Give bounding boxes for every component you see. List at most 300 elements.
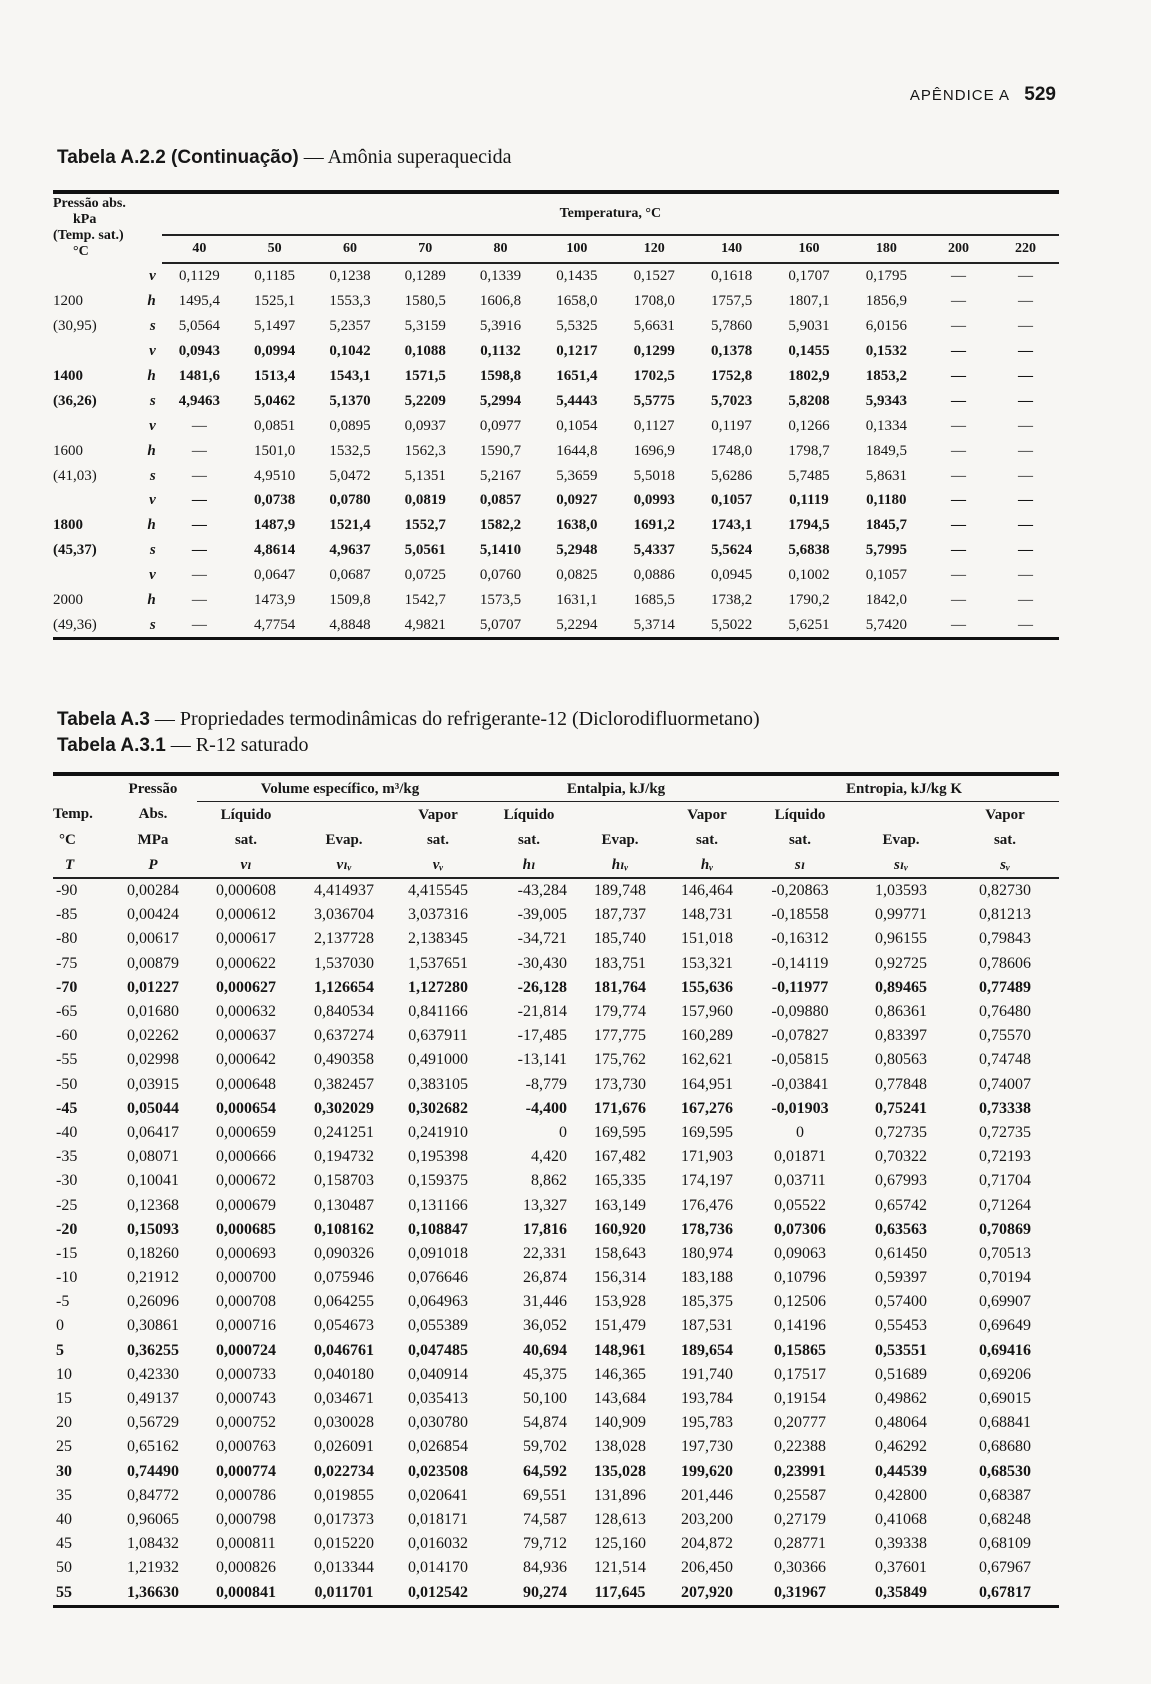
table-cell: 0,1132: [480, 343, 521, 360]
table-cell: 0,70322: [875, 1148, 927, 1166]
group-label-cell: [53, 413, 126, 438]
table-cell: 1,537030: [314, 954, 374, 972]
table-cell: 5,2294: [556, 616, 598, 633]
temperature-100: 100: [538, 235, 615, 263]
table-cell: 199,620: [681, 1462, 733, 1480]
table-cell: 158,643: [594, 1244, 646, 1262]
vol-vapor-sat: sat.: [426, 831, 450, 848]
table-cell: 0,36255: [127, 1341, 179, 1359]
table-cell: 0,000622: [216, 954, 276, 972]
table-cell: -26,128: [517, 978, 567, 996]
table-cell: 1532,5: [329, 442, 371, 459]
table-cell: 5,0564: [178, 318, 220, 335]
temperature-180: 180: [848, 235, 925, 263]
table-cell: 0,014170: [408, 1559, 468, 1577]
table-cell: 156,314: [594, 1269, 646, 1287]
table-cell: 151,479: [594, 1317, 646, 1335]
table-row: [53, 612, 1059, 638]
table-cell: 162,621: [681, 1051, 733, 1069]
table-cell: 0,000786: [216, 1486, 276, 1504]
table-cell: -0,09880: [771, 1003, 829, 1021]
table-cell: 0,000654: [216, 1099, 276, 1117]
table-cell: 0,000763: [216, 1438, 276, 1456]
table-cell: 0,840534: [314, 1003, 374, 1021]
table-cell: 125,160: [594, 1535, 646, 1553]
table-cell: 0,69416: [979, 1341, 1031, 1359]
table-cell: 1638,0: [556, 517, 598, 534]
entr-liquid-sat: sat.: [788, 831, 812, 848]
table-cell: 0,000642: [216, 1051, 276, 1069]
table-cell: 176,476: [681, 1196, 733, 1214]
table-cell: 185,740: [594, 930, 646, 948]
temperature-cell: 25: [56, 1438, 72, 1456]
group-label-cell: [53, 263, 126, 289]
table-cell: 54,874: [523, 1414, 567, 1432]
temperature-cell: 15: [56, 1390, 72, 1408]
table-cell: 0: [796, 1123, 804, 1141]
property-symbol: s: [149, 392, 156, 409]
temperature-row: [53, 235, 1059, 263]
table-cell: 0,68680: [979, 1438, 1031, 1456]
property-symbol: h: [147, 293, 156, 310]
tsat-unit: °C: [73, 244, 89, 259]
table-cell: 0,27179: [774, 1510, 826, 1528]
table-cell: 0,0994: [254, 343, 296, 360]
table-cell: 0,0993: [633, 492, 675, 509]
temperature-220: 220: [992, 235, 1059, 263]
table-cell: 0,000716: [216, 1317, 276, 1335]
table-cell: 5,8631: [865, 467, 907, 484]
table-cell: 0,035413: [408, 1390, 468, 1408]
vol-liquid-label: Líquido: [220, 806, 272, 823]
table-cell: 0,030780: [408, 1414, 468, 1432]
table-cell: 1521,4: [329, 517, 371, 534]
table-cell: 0,72735: [979, 1123, 1031, 1141]
table-cell: 0,131166: [408, 1196, 468, 1214]
table-cell: 1487,9: [254, 517, 296, 534]
table-cell: 0,018171: [408, 1510, 468, 1528]
table-cell: 0,040180: [314, 1365, 374, 1383]
entropy-group-header: Entropia, kJ/kg K: [749, 774, 1059, 802]
table-cell: 183,188: [681, 1269, 733, 1287]
table-cell: 0,000617: [216, 930, 276, 948]
table-cell: 0,75241: [875, 1099, 927, 1117]
property-symbol: h: [147, 592, 156, 609]
table-cell: 0,84772: [127, 1486, 179, 1504]
table-cell: -4,400: [525, 1099, 567, 1117]
table-cell: 0,0977: [479, 417, 522, 434]
table-cell: 1790,2: [788, 592, 830, 609]
table-cell: 1644,8: [556, 442, 598, 459]
table-cell: 0,1054: [556, 417, 598, 434]
table-cell: 5,5018: [633, 467, 675, 484]
table-cell: 36,052: [523, 1317, 567, 1335]
pressure-col-label: Pressão: [128, 780, 178, 797]
table-cell: —: [191, 542, 207, 559]
table-cell: 0,383105: [408, 1075, 468, 1093]
table-row: [53, 878, 1059, 903]
table-cell: 0,10041: [127, 1172, 179, 1190]
table-cell: 0,69015: [979, 1390, 1031, 1408]
entr-vapor-sat: sat.: [993, 831, 1017, 848]
table-cell: 5,8208: [788, 392, 830, 409]
table-cell: 1,21932: [127, 1559, 179, 1577]
temperature-cell: -25: [56, 1196, 78, 1214]
table-cell: 179,774: [594, 1003, 646, 1021]
pressure-symbol: P: [109, 852, 197, 878]
table-cell: 5,4337: [633, 542, 675, 559]
table2-title: — Propriedades termodinâmicas do refrigerante-12 (Diclorodifluormetano): [154, 708, 760, 730]
table-cell: 0,42330: [127, 1365, 179, 1383]
table-cell: 0,1057: [865, 567, 907, 584]
table1-title: — Amônia superaquecida: [303, 146, 512, 168]
table-cell: 0,017373: [314, 1510, 374, 1528]
temperature-160: 160: [770, 235, 847, 263]
ammonia-superheated-table: [53, 190, 1059, 640]
symbol-hlv: hₗᵥ: [575, 852, 665, 878]
table-cell: 0,68387: [979, 1486, 1031, 1504]
table-cell: 204,872: [681, 1535, 733, 1553]
table-cell: 6,0156: [865, 318, 907, 335]
table-cell: 1849,5: [865, 442, 907, 459]
enthalpy-group-header: Entalpia, kJ/kg: [483, 774, 749, 802]
vol-evap-label: Evap.: [325, 831, 363, 848]
table-cell: 5,0472: [329, 467, 371, 484]
temperature-60: 60: [312, 235, 387, 263]
table-cell: —: [1017, 368, 1033, 384]
symbol-vv: vᵥ: [393, 852, 483, 878]
temperature-cell: -55: [56, 1051, 78, 1069]
table-cell: 0,81213: [979, 906, 1031, 924]
table-cell: —: [950, 592, 966, 609]
table-cell: 0,1618: [710, 268, 753, 285]
table-cell: 4,8614: [254, 542, 296, 559]
table-row: [53, 463, 1059, 488]
table-cell: 0,0895: [329, 417, 371, 434]
table-cell: 1708,0: [633, 293, 675, 310]
table-cell: —: [1017, 293, 1033, 310]
table-cell: 1743,1: [710, 517, 753, 534]
table-cell: 0,0647: [254, 567, 296, 584]
pressure-value: 1600: [53, 442, 83, 459]
table-cell: 0,53551: [875, 1341, 927, 1359]
pressure-unit-label: MPa: [137, 831, 169, 848]
table-cell: 1,127280: [408, 978, 468, 996]
temperature-cell: -30: [56, 1172, 78, 1190]
table-cell: 0,89465: [875, 978, 927, 996]
table-row: [53, 1532, 1059, 1556]
table-cell: -0,07827: [771, 1027, 829, 1045]
table-cell: 0,0687: [329, 567, 371, 584]
table-cell: —: [950, 542, 966, 559]
table-cell: 0,000666: [216, 1148, 276, 1166]
volume-group-header: Volume específico, m³/kg: [197, 774, 483, 802]
table-cell: 1748,0: [710, 442, 753, 459]
table-cell: 0,000648: [216, 1075, 276, 1093]
table-cell: 4,9510: [254, 467, 296, 484]
table-cell: —: [191, 467, 207, 484]
table-cell: 1,08432: [127, 1535, 179, 1553]
vol-vapor-label: Vapor: [418, 806, 458, 823]
table-cell: 0,130487: [314, 1196, 374, 1214]
table-cell: 0,0886: [633, 567, 675, 584]
property-symbol: v: [149, 567, 156, 584]
table-cell: 0,090326: [314, 1244, 374, 1262]
table-cell: 135,028: [594, 1462, 646, 1480]
table-row: [53, 339, 1059, 364]
table-row: [53, 1000, 1059, 1024]
table-row: [53, 1339, 1059, 1363]
table-cell: 0,000798: [216, 1510, 276, 1528]
table-cell: 201,446: [681, 1486, 733, 1504]
table-row: [53, 1290, 1059, 1314]
table-cell: 0,076646: [408, 1269, 468, 1287]
table-cell: 5,3916: [479, 318, 522, 335]
table-cell: 0,41068: [875, 1510, 927, 1528]
property-symbol: s: [149, 318, 156, 335]
table-row: [53, 364, 1059, 389]
table-cell: 164,951: [681, 1075, 733, 1093]
table-cell: 0,000811: [216, 1535, 276, 1553]
table-cell: 180,974: [681, 1244, 733, 1262]
table-cell: 157,960: [681, 1003, 733, 1021]
table-cell: 0,39338: [875, 1535, 927, 1553]
table-row: [53, 1556, 1059, 1580]
table-cell: 0,000612: [216, 906, 276, 924]
table-cell: 0,020641: [408, 1486, 468, 1504]
table-cell: 0,1289: [404, 268, 446, 285]
table-cell: 84,936: [523, 1559, 567, 1577]
table-cell: 5,2167: [479, 467, 522, 484]
table-cell: 5,9031: [788, 318, 830, 335]
table-cell: —: [191, 567, 207, 584]
table-cell: 0,000679: [216, 1196, 276, 1214]
pressure-abs-label: Abs.: [138, 806, 168, 823]
table-cell: 59,702: [523, 1438, 567, 1456]
table-cell: 0,28771: [774, 1535, 826, 1553]
symbol-slv: sₗᵥ: [851, 852, 951, 878]
table-cell: 1845,7: [865, 517, 907, 534]
table-cell: 0,02262: [127, 1027, 179, 1045]
table-cell: 160,289: [681, 1027, 733, 1045]
table-cell: 0,00284: [127, 882, 179, 900]
table-cell: 0,011701: [314, 1583, 374, 1601]
table-row: [53, 903, 1059, 927]
temperature-50: 50: [237, 235, 312, 263]
table-cell: 0,000659: [216, 1123, 276, 1141]
table-row: [53, 1435, 1059, 1459]
table-cell: 0,35849: [875, 1583, 927, 1601]
table-cell: 5,5325: [556, 318, 598, 335]
table-cell: 0,1057: [710, 492, 753, 509]
table-cell: 0,99771: [875, 906, 927, 924]
table-cell: 0,10796: [774, 1269, 826, 1287]
table-row: [53, 1580, 1059, 1606]
table-cell: 153,321: [681, 954, 733, 972]
table-cell: -0,16312: [771, 930, 829, 948]
table-cell: 0,56729: [127, 1414, 179, 1432]
table-cell: 5,3659: [556, 467, 598, 484]
table-row: [53, 1387, 1059, 1411]
table-cell: —: [1017, 417, 1033, 434]
table-cell: 0,68109: [979, 1535, 1031, 1553]
table-cell: 171,903: [681, 1148, 733, 1166]
table-cell: 0,0760: [479, 567, 522, 584]
table-row: [53, 1242, 1059, 1266]
entr-vapor-label: Vapor: [985, 806, 1025, 823]
table-cell: —: [950, 392, 966, 409]
table-cell: —: [191, 592, 207, 609]
table-cell: 0,07306: [774, 1220, 826, 1238]
table-cell: 0: [559, 1123, 567, 1141]
table-cell: 0,03711: [774, 1172, 826, 1190]
table-cell: 0,67967: [979, 1559, 1031, 1577]
temperature-80: 80: [463, 235, 538, 263]
table-cell: 0,013344: [314, 1559, 374, 1577]
property-symbol: s: [149, 616, 156, 633]
table-cell: —: [1017, 492, 1033, 509]
table-cell: —: [1017, 467, 1033, 484]
table-cell: 0,034671: [314, 1390, 374, 1408]
pressure-value: 1200: [53, 293, 83, 310]
table-cell: 0,65742: [875, 1196, 927, 1214]
table-cell: 1573,5: [479, 592, 522, 609]
property-symbol: h: [147, 442, 156, 459]
table-cell: 0,37601: [875, 1559, 927, 1577]
table-cell: 1473,9: [254, 592, 296, 609]
symbol-hv: hᵥ: [665, 852, 749, 878]
table-cell: 1543,1: [329, 368, 371, 384]
table-cell: 5,3714: [633, 616, 675, 633]
table-cell: 0,382457: [314, 1075, 374, 1093]
table-cell: 160,920: [594, 1220, 646, 1238]
table-cell: 0,0857: [479, 492, 522, 509]
temperature-40: 40: [162, 235, 237, 263]
table-cell: 207,920: [681, 1583, 733, 1601]
table-cell: —: [1017, 592, 1033, 609]
table-cell: 0,76480: [979, 1003, 1031, 1021]
table-cell: 0,57400: [875, 1293, 927, 1311]
table-cell: 0,67817: [979, 1583, 1031, 1601]
temperature-cell: 45: [56, 1535, 72, 1553]
table-cell: 0,82730: [979, 882, 1031, 900]
table-cell: 0,49137: [127, 1390, 179, 1408]
table-cell: 181,764: [594, 978, 646, 996]
table-cell: —: [950, 517, 966, 534]
table-cell: 5,1497: [254, 318, 296, 335]
table1-caption: [57, 146, 511, 169]
entr-liquid-label: Líquido: [774, 806, 826, 823]
table-cell: 0,1180: [866, 492, 907, 509]
table-cell: 0,0725: [404, 567, 446, 584]
table-row: [53, 1484, 1059, 1508]
table-row: [53, 1073, 1059, 1097]
table-cell: 163,149: [594, 1196, 646, 1214]
table-cell: 0,23991: [774, 1462, 826, 1480]
table-cell: 0,05522: [774, 1196, 826, 1214]
temp-symbol: T: [53, 852, 109, 878]
table-cell: —: [191, 492, 207, 509]
table-cell: 0,68530: [979, 1462, 1031, 1480]
table-cell: —: [950, 293, 966, 310]
enth-evap-label: Evap.: [601, 831, 639, 848]
table-cell: 0,69907: [979, 1293, 1031, 1311]
temperature-header: Temperatura, °C: [162, 192, 1059, 235]
table-cell: 5,5022: [710, 616, 753, 633]
temperature-cell: -10: [56, 1269, 78, 1287]
table-cell: 0,00879: [127, 954, 179, 972]
temperature-cell: -5: [56, 1293, 70, 1311]
table2-caption: [57, 708, 760, 731]
table-cell: 0,1795: [865, 268, 907, 285]
table-cell: 1590,7: [479, 442, 522, 459]
table-cell: 17,816: [523, 1220, 567, 1238]
table-cell: 0,026091: [314, 1438, 374, 1456]
table-cell: 0,000743: [216, 1390, 276, 1408]
table-cell: 0,68841: [979, 1414, 1031, 1432]
temperature-cell: 35: [56, 1486, 72, 1504]
table-cell: 0,637274: [314, 1027, 374, 1045]
table-cell: 0,48064: [875, 1414, 927, 1432]
table-cell: 167,482: [594, 1148, 646, 1166]
table-row: [53, 1193, 1059, 1217]
temperature-cell: 20: [56, 1414, 72, 1432]
table-cell: 0,0825: [556, 567, 598, 584]
table-cell: 1542,7: [404, 592, 446, 609]
table-row: [53, 263, 1059, 289]
table-cell: 5,2209: [404, 392, 446, 409]
table-cell: 0,019855: [314, 1486, 374, 1504]
table-cell: 0,30861: [127, 1317, 179, 1335]
symbol-sv: sᵥ: [951, 852, 1059, 878]
table1-label: Tabela A.2.2 (Continuação): [57, 147, 299, 168]
table-cell: 0,21912: [127, 1269, 179, 1287]
table-cell: 1598,8: [479, 368, 522, 384]
table-cell: 4,414937: [314, 882, 374, 900]
table-row: [53, 538, 1059, 563]
table-cell: -43,284: [517, 882, 567, 900]
table-cell: 1685,5: [633, 592, 675, 609]
table-cell: 0,0937: [404, 417, 446, 434]
table-cell: 0,016032: [408, 1535, 468, 1553]
table-cell: 0,78606: [979, 954, 1031, 972]
table-cell: 5,9343: [865, 392, 907, 409]
table-cell: 0,96155: [875, 930, 927, 948]
table-cell: 0,000752: [216, 1414, 276, 1432]
table-cell: 0,1299: [633, 343, 675, 360]
table-cell: 0,046761: [314, 1341, 374, 1359]
table-cell: 0,02998: [127, 1051, 179, 1069]
temperature-120: 120: [616, 235, 693, 263]
table-cell: 1794,5: [788, 517, 830, 534]
table-cell: 146,464: [681, 882, 733, 900]
pressure-value: 2000: [53, 592, 83, 609]
table-row: [53, 1460, 1059, 1484]
table-cell: 0,000733: [216, 1365, 276, 1383]
table-cell: 1853,2: [865, 368, 907, 384]
table-cell: 0,000685: [216, 1220, 276, 1238]
entr-evap-label: Evap.: [882, 831, 920, 848]
table-cell: 146,365: [594, 1365, 646, 1383]
table-cell: -0,20863: [771, 882, 829, 900]
table-cell: 155,636: [681, 978, 733, 996]
table-cell: 5,1370: [329, 392, 371, 409]
table-cell: 0,0819: [404, 492, 446, 509]
table-row: [53, 563, 1059, 588]
table2-label: Tabela A.3: [57, 709, 150, 730]
table-cell: 1651,4: [556, 368, 598, 384]
table-cell: 151,018: [681, 930, 733, 948]
